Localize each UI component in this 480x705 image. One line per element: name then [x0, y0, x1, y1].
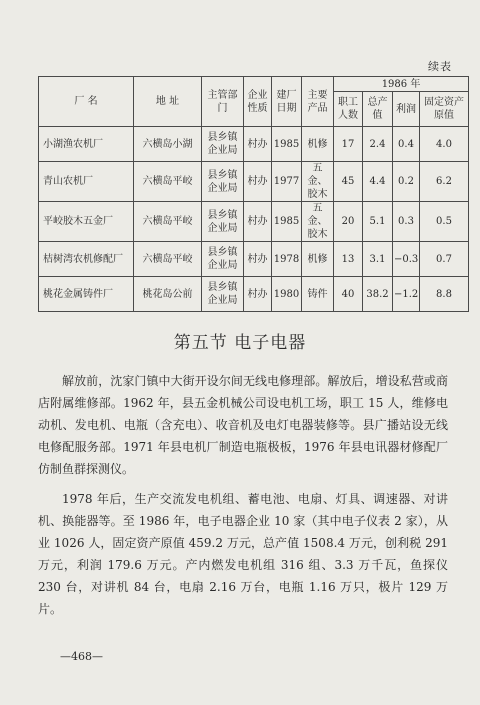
- paragraph-1: 解放前，沈家门镇中大街开设尔间无线电修理部。解放后，增设私营或商店附属维修部。1962 年，县五金机械公司设电机工场，职工 15 人，维修电动机、发电机、电瓶（含充电）、收音机及电灯电器装修等。县广播站设无线电修配服务部。1971 年县电机厂制造电瓶极板，1976 年县电讯器材修配厂仿制鱼群探测仪。: [38, 374, 448, 476]
- cell-factory: 桔树湾农机修配厂: [39, 242, 134, 277]
- cell-factory: 平峧胶木五金厂: [39, 202, 134, 242]
- factory-table: [38, 76, 469, 312]
- cell-year: 1978: [272, 242, 302, 277]
- cell-nature: 村办: [244, 202, 272, 242]
- table-row: [39, 277, 469, 312]
- cell-dept: 县乡镇企业局: [202, 202, 244, 242]
- cell-workers: 13: [334, 242, 363, 277]
- cell-output: 2.4: [363, 127, 393, 162]
- cell-dept: 县乡镇企业局: [202, 162, 244, 202]
- header-address: 地 址: [134, 77, 202, 127]
- cell-output: 4.4: [363, 162, 393, 202]
- cell-output: 5.1: [363, 202, 393, 242]
- cell-dept: 县乡镇企业局: [202, 127, 244, 162]
- cell-workers: 45: [334, 162, 363, 202]
- cell-assets: 4.0: [420, 127, 469, 162]
- table-row: [39, 127, 469, 162]
- cell-profit: 0.2: [393, 162, 420, 202]
- header-year: 建厂日期: [272, 77, 302, 127]
- cell-address: 六横岛小湖: [134, 127, 202, 162]
- cell-products: 机修: [302, 242, 334, 277]
- cell-output: 3.1: [363, 242, 393, 277]
- cell-workers: 40: [334, 277, 363, 312]
- cell-dept: 县乡镇企业局: [202, 242, 244, 277]
- cell-year: 1985: [272, 202, 302, 242]
- header-assets: 固定资产原值: [420, 92, 469, 127]
- cell-address: 六横岛平峧: [134, 242, 202, 277]
- cell-year: 1977: [272, 162, 302, 202]
- page-number: —468—: [60, 650, 103, 663]
- cell-nature: 村办: [244, 162, 272, 202]
- cell-profit: 0.3: [393, 202, 420, 242]
- cell-assets: 8.8: [420, 277, 469, 312]
- cell-factory: 桃花金属铸件厂: [39, 277, 134, 312]
- cell-dept: 县乡镇企业局: [202, 277, 244, 312]
- table-row: [39, 202, 469, 242]
- cell-workers: 20: [334, 202, 363, 242]
- paragraph-2: 1978 年后，生产交流发电机组、蓄电池、电扇、灯具、调速器、对讲机、换能器等。至 1986 年，电子电器企业 10 家（其中电子仪表 2 家），从业 1026 人，固定资产原值 459.2 万元，总产值 1508.4 万元，创利税 291 万元，利润 179.6 万元。产内燃发电机组 316 组、3.3 万千瓦，鱼探仪 230 台，对讲机 84 台，电扇 2.16 万台，电瓶 1.16 万只，极片 129 万片。: [38, 492, 448, 616]
- header-year-group: 1986 年: [334, 77, 469, 92]
- header-profit: 利润: [393, 92, 420, 127]
- cell-output: 38.2: [363, 277, 393, 312]
- header-products: 主要产品: [302, 77, 334, 127]
- header-factory: 厂 名: [39, 77, 134, 127]
- cell-year: 1985: [272, 127, 302, 162]
- cell-profit: −0.3: [393, 242, 420, 277]
- cell-factory: 小湖渔农机厂: [39, 127, 134, 162]
- cell-workers: 17: [334, 127, 363, 162]
- cell-profit: 0.4: [393, 127, 420, 162]
- cell-products: 机修: [302, 127, 334, 162]
- cell-nature: 村办: [244, 242, 272, 277]
- cell-profit: −1.2: [393, 277, 420, 312]
- header-dept: 主管部门: [202, 77, 244, 127]
- cell-assets: 6.2: [420, 162, 469, 202]
- cell-assets: 0.7: [420, 242, 469, 277]
- cell-nature: 村办: [244, 127, 272, 162]
- cell-products: 五金、胶木: [302, 202, 334, 242]
- cell-assets: 0.5: [420, 202, 469, 242]
- header-nature: 企业性质: [244, 77, 272, 127]
- cell-address: 六横岛平峧: [134, 202, 202, 242]
- cell-products: 五金、胶木: [302, 162, 334, 202]
- section-title: 第五节 电子电器: [173, 333, 307, 353]
- header-workers: 职工人数: [334, 92, 363, 127]
- cell-products: 铸件: [302, 277, 334, 312]
- cell-year: 1980: [272, 277, 302, 312]
- table-row: [39, 162, 469, 202]
- table-row: [39, 242, 469, 277]
- cell-nature: 村办: [244, 277, 272, 312]
- header-output: 总产值: [363, 92, 393, 127]
- cell-address: 六横岛平峧: [134, 162, 202, 202]
- continued-label: 续表: [428, 60, 452, 73]
- cell-address: 桃花岛公前: [134, 277, 202, 312]
- cell-factory: 青山农机厂: [39, 162, 134, 202]
